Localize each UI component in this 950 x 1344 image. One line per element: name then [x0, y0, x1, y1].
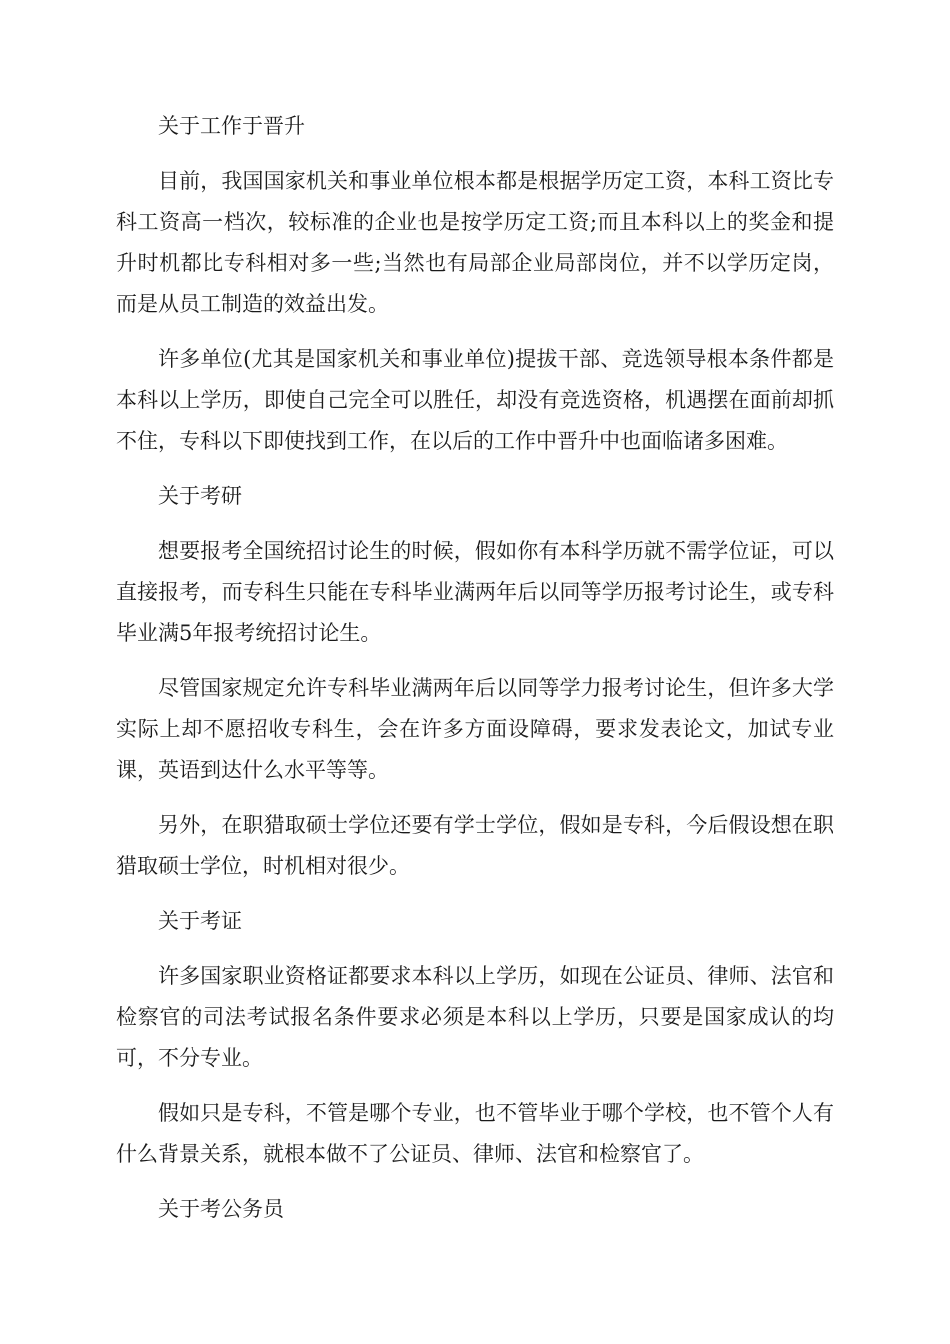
section-heading-certificates: 关于考证	[158, 909, 242, 933]
section-heading-work-promotion: 关于工作于晋升	[158, 114, 305, 138]
paragraph-salary: 目前，我国国家机关和事业单位根本都是根据学历定工资，本科工资比专科工资高一档次，较标准的企业也是按学历定工资;而且本科以上的奖金和提升时机都比专科相对多一些;当然也有局部企业局部岗位，并不以学历定岗，而是从员工制造的效益出发。	[116, 169, 834, 316]
paragraph-certificate-limits: 假如只是专科，不管是哪个专业，也不管毕业于哪个学校，也不管个人有什么背景关系，就根本做不了公证员、律师、法官和检察官了。	[116, 1101, 834, 1166]
paragraph-in-service-degree: 另外，在职猎取硕士学位还要有学士学位，假如是专科，今后假设想在职猎取硕士学位，时机相对很少。	[116, 813, 834, 878]
section-heading-graduate-exam: 关于考研	[158, 484, 242, 508]
paragraph-certificate-requirements: 许多国家职业资格证都要求本科以上学历，如现在公证员、律师、法官和检察官的司法考试报名条件要求必须是本科以上学历，只要是国家成认的均可，不分专业。	[116, 964, 834, 1070]
paragraph-promotion: 许多单位(尤其是国家机关和事业单位)提拔干部、竞选领导根本条件都是本科以上学历，即使自己完全可以胜任，却没有竞选资格，机遇摆在面前却抓不住，专科以下即使找到工作，在以后的工作中晋升中也面临诸多困难。	[116, 347, 834, 453]
paragraph-graduate-requirements: 想要报考全国统招讨论生的时候，假如你有本科学历就不需学位证，可以直接报考，而专科生只能在专科毕业满两年后以同等学历报考讨论生，或专科毕业满5年报考统招讨论生。	[116, 539, 834, 645]
paragraph-graduate-barriers: 尽管国家规定允许专科毕业满两年后以同等学力报考讨论生，但许多大学实际上却不愿招收专科生，会在许多方面设障碍，要求发表论文，加试专业课，英语到达什么水平等等。	[116, 676, 834, 782]
document-body	[116, 106, 834, 1244]
section-heading-civil-service: 关于考公务员	[158, 1197, 284, 1221]
